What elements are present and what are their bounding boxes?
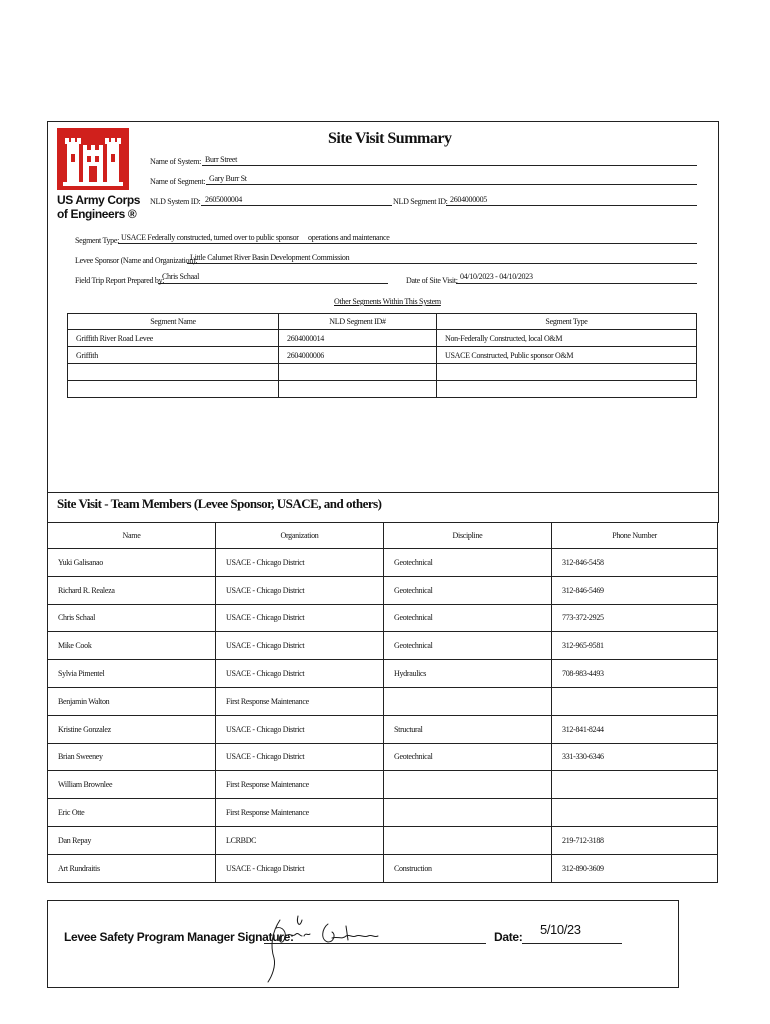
segment-name-cell: Griffith — [68, 347, 279, 364]
member-name: Richard R. Realeza — [48, 576, 216, 604]
segment-type-label: Segment Type: — [75, 236, 120, 245]
member-phone — [552, 771, 718, 799]
member-phone: 312-965-9581 — [552, 632, 718, 660]
column-header: Segment Name — [68, 314, 279, 330]
name-of-segment-label: Name of Segment: — [150, 177, 206, 186]
column-header: NLD Segment ID# — [279, 314, 437, 330]
name-of-system-value: Burr Street — [205, 155, 238, 164]
date-label: Date: — [494, 930, 523, 944]
member-organization: USACE - Chicago District — [216, 743, 384, 771]
member-organization: USACE - Chicago District — [216, 632, 384, 660]
nld-system-id-value: 2605000004 — [205, 195, 243, 204]
member-discipline: Geotechnical — [384, 604, 552, 632]
column-header: Name — [48, 522, 216, 549]
date-of-visit-line — [456, 283, 697, 284]
nld-system-id-line — [201, 205, 392, 206]
table-header-row — [68, 314, 697, 330]
member-discipline — [384, 799, 552, 827]
member-organization: USACE - Chicago District — [216, 576, 384, 604]
member-organization: USACE - Chicago District — [216, 660, 384, 688]
table-header-row — [48, 522, 718, 549]
name-of-segment-line — [206, 184, 697, 185]
table-row — [68, 364, 697, 381]
table-row — [68, 347, 697, 364]
member-phone: 708-983-4493 — [552, 660, 718, 688]
member-organization: First Response Maintenance — [216, 799, 384, 827]
member-name: Brian Sweeney — [48, 743, 216, 771]
table-row — [48, 743, 718, 771]
member-discipline — [384, 687, 552, 715]
table-row — [48, 799, 718, 827]
member-discipline: Structural — [384, 715, 552, 743]
member-phone: 219-712-3188 — [552, 826, 718, 854]
member-name: Mike Cook — [48, 632, 216, 660]
segment-id-cell: 2604000006 — [279, 347, 437, 364]
member-phone: 773-372-2925 — [552, 604, 718, 632]
table-row — [68, 330, 697, 347]
member-phone: 312-841-8244 — [552, 715, 718, 743]
team-heading: Site Visit - Team Members (Levee Sponsor, USACE, and others) — [57, 496, 382, 511]
member-organization: USACE - Chicago District — [216, 604, 384, 632]
member-phone: 312-890-3609 — [552, 854, 718, 882]
member-discipline — [384, 826, 552, 854]
member-name: Benjamin Walton — [48, 687, 216, 715]
segment-type-value: USACE Federally constructed, turned over to public sponsor — [121, 233, 299, 242]
member-phone — [552, 687, 718, 715]
segment-type-cell — [437, 381, 697, 398]
member-name: Chris Schaal — [48, 604, 216, 632]
member-name: Dan Repay — [48, 826, 216, 854]
table-row — [48, 715, 718, 743]
member-organization: USACE - Chicago District — [216, 854, 384, 882]
logo-line1: US Army Corps — [57, 193, 141, 207]
member-organization: LCRBDC — [216, 826, 384, 854]
member-name: Sylvia Pimentel — [48, 660, 216, 688]
levee-sponsor-value: Little Calumet River Basin Development Commission — [190, 253, 350, 262]
team-members-table — [47, 522, 718, 883]
member-phone: 312-846-5458 — [552, 549, 718, 577]
segment-type-cell: Non-Federally Constructed, local O&M — [437, 330, 697, 347]
manager-signature-label: Levee Safety Program Manager Signature: — [64, 930, 294, 944]
table-row — [48, 660, 718, 688]
nld-system-id-label: NLD System ID: — [150, 197, 201, 206]
field-trip-value: Chris Schaal — [162, 272, 200, 281]
usace-castle-logo — [57, 128, 129, 190]
member-name: Kristine Gonzalez — [48, 715, 216, 743]
name-of-segment-value: Gary Burr St — [209, 174, 247, 183]
date-of-visit-value: 04/10/2023 - 04/10/2023 — [460, 272, 533, 281]
member-name: Art Rundraitis — [48, 854, 216, 882]
table-row — [48, 549, 718, 577]
other-segments-heading: Other Segments Within This System — [334, 297, 441, 306]
date-of-visit-label: Date of Site Visit: — [406, 276, 458, 285]
levee-sponsor-label: Levee Sponsor (Name and Organization): — [75, 256, 198, 265]
date-value: 5/10/23 — [540, 922, 581, 937]
column-header: Phone Number — [552, 522, 718, 549]
member-name: Eric Otte — [48, 799, 216, 827]
segment-id-cell: 2604000014 — [279, 330, 437, 347]
table-row — [48, 687, 718, 715]
column-header: Organization — [216, 522, 384, 549]
table-row — [48, 771, 718, 799]
segment-name-cell — [68, 364, 279, 381]
levee-sponsor-line — [187, 263, 697, 264]
castle-icon — [57, 128, 129, 190]
member-discipline: Hydraulics — [384, 660, 552, 688]
other-segments-table — [67, 313, 697, 398]
member-discipline: Construction — [384, 854, 552, 882]
member-phone: 331-330-6346 — [552, 743, 718, 771]
member-name: Yuki Galisanao — [48, 549, 216, 577]
segment-id-cell — [279, 364, 437, 381]
table-row — [48, 632, 718, 660]
segment-type-line — [118, 243, 697, 244]
column-header: Discipline — [384, 522, 552, 549]
handwritten-signature — [262, 906, 412, 984]
table-row — [68, 381, 697, 398]
field-trip-label: Field Trip Report Prepared by: — [75, 276, 165, 285]
member-discipline — [384, 771, 552, 799]
field-trip-line — [158, 283, 388, 284]
segment-name-cell: Griffith River Road Levee — [68, 330, 279, 347]
member-discipline: Geotechnical — [384, 549, 552, 577]
member-organization: First Response Maintenance — [216, 687, 384, 715]
date-line — [522, 943, 622, 944]
member-organization: First Response Maintenance — [216, 771, 384, 799]
member-organization: USACE - Chicago District — [216, 549, 384, 577]
name-of-system-line — [202, 165, 697, 166]
table-row — [48, 576, 718, 604]
member-phone — [552, 799, 718, 827]
table-row — [48, 826, 718, 854]
member-discipline: Geotechnical — [384, 576, 552, 604]
segment-type-cell: USACE Constructed, Public sponsor O&M — [437, 347, 697, 364]
segment-type-cell — [437, 364, 697, 381]
nld-segment-id-label: NLD Segment ID: — [393, 197, 448, 206]
member-organization: USACE - Chicago District — [216, 715, 384, 743]
name-of-system-label: Name of System: — [150, 157, 202, 166]
column-header: Segment Type — [437, 314, 697, 330]
nld-segment-id-line — [446, 205, 697, 206]
member-discipline: Geotechnical — [384, 632, 552, 660]
nld-segment-id-value: 2604000005 — [450, 195, 488, 204]
segment-id-cell — [279, 381, 437, 398]
member-name: William Brownlee — [48, 771, 216, 799]
member-phone: 312-846-5469 — [552, 576, 718, 604]
table-row — [48, 854, 718, 882]
segment-name-cell — [68, 381, 279, 398]
page-title: Site Visit Summary — [328, 130, 452, 147]
segment-type-value-2: operations and maintenance — [308, 233, 390, 242]
logo-line2: of Engineers ® — [57, 207, 137, 221]
member-discipline: Geotechnical — [384, 743, 552, 771]
table-row — [48, 604, 718, 632]
